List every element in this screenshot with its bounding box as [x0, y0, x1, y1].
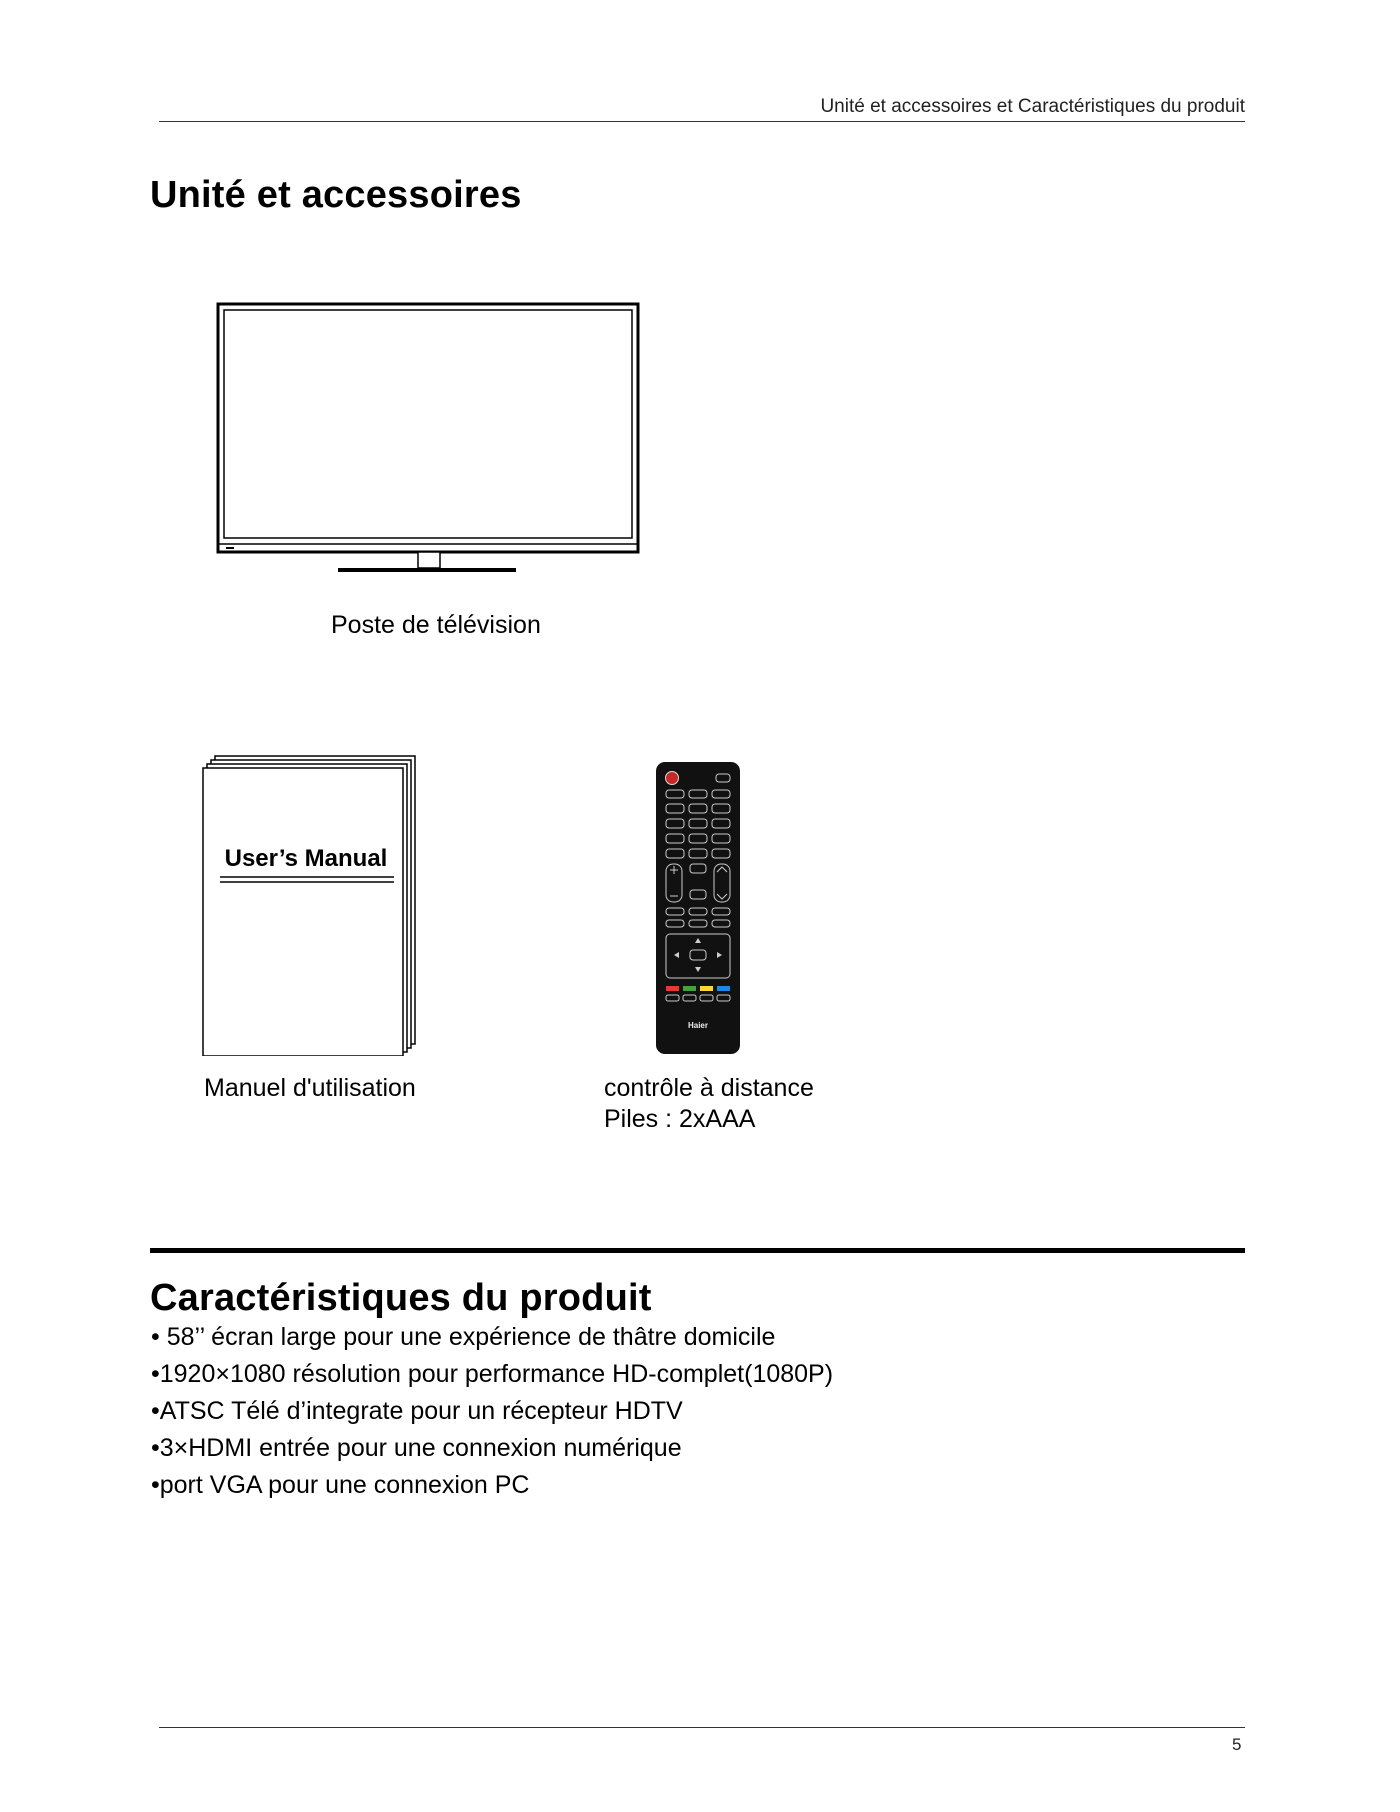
remote-illustration: [654, 760, 742, 1056]
running-header: Unité et accessoires et Caractéristiques du produit: [820, 96, 1245, 117]
page-number: 5: [1232, 1735, 1242, 1754]
remote-caption-line1: contrôle à distance: [604, 1074, 814, 1102]
tv-illustration: [214, 300, 644, 576]
features-list: [151, 1319, 833, 1504]
section-divider: [150, 1248, 1245, 1253]
manual-illustration: [200, 754, 422, 1056]
footer-rule: [159, 1727, 1245, 1728]
feature-item: •port VGA pour une connexion PC: [151, 1471, 530, 1499]
manual-caption: Manuel d'utilisation: [204, 1074, 416, 1102]
manual-cover-title: User’s Manual: [224, 845, 388, 872]
feature-item: •3×HDMI entrée pour une connexion numérique: [151, 1434, 682, 1462]
header-rule: [159, 121, 1245, 122]
tv-caption: Poste de télévision: [331, 611, 541, 639]
feature-item: •ATSC Télé d’integrate pour un récepteur HDTV: [151, 1397, 683, 1425]
section-title-accessories: Unité et accessoires: [150, 174, 522, 216]
section-title-features: Caractéristiques du produit: [150, 1277, 652, 1319]
remote-caption-line2: Piles : 2xAAA: [604, 1105, 756, 1133]
feature-item: • 58’’ écran large pour une expérience de thâtre domicile: [151, 1323, 776, 1351]
remote-brand: Haier: [687, 1021, 709, 1030]
feature-item: •1920×1080 résolution pour performance HD-complet(1080P): [151, 1360, 834, 1388]
